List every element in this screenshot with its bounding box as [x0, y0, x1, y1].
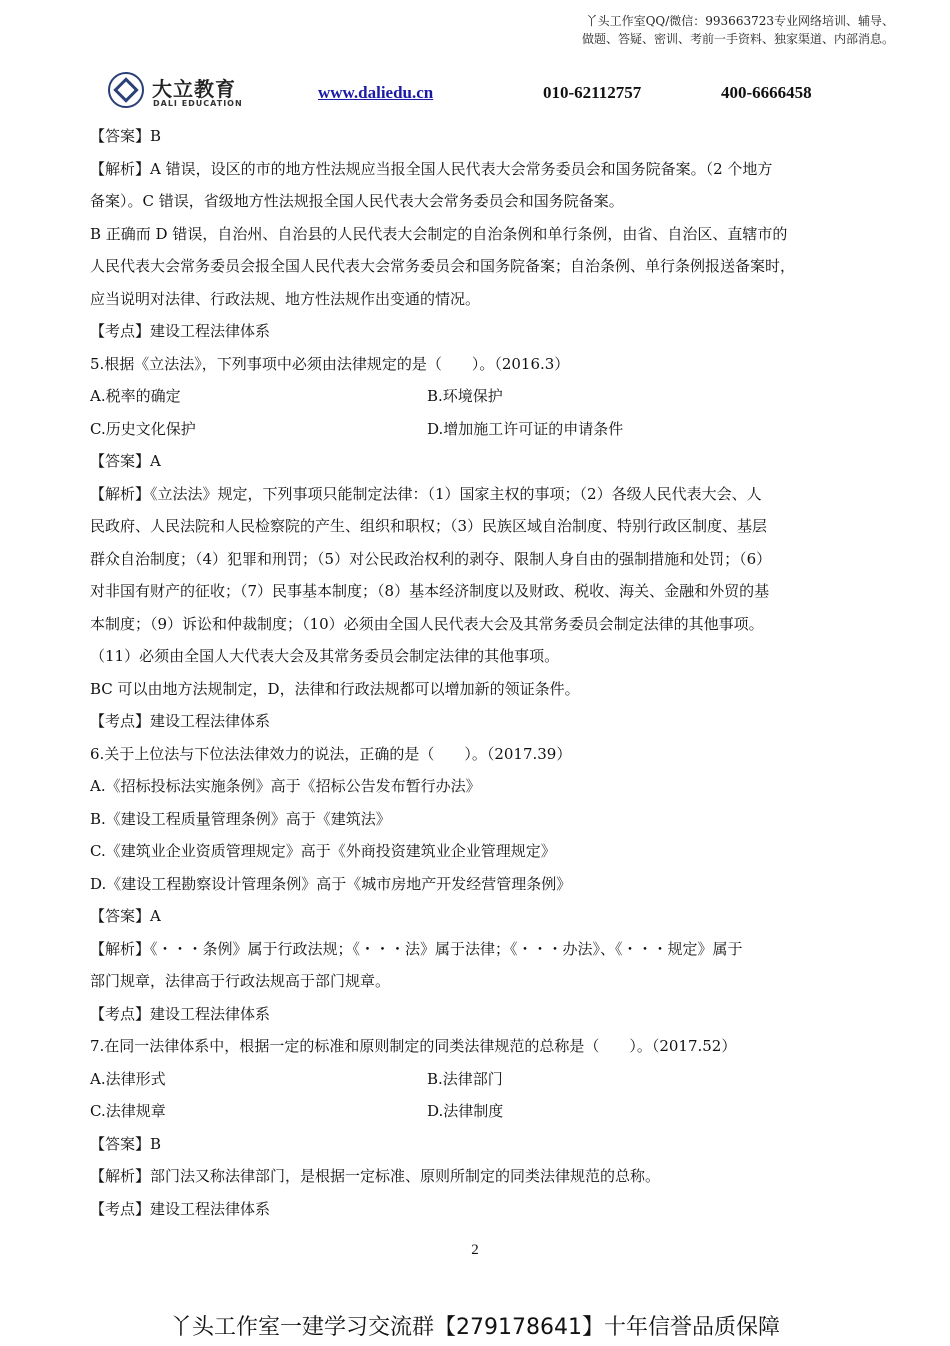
question-5: 5.根据《立法法》，下列事项中必须由法律规定的是（ ）。（2016.3） [90, 354, 570, 373]
option-b: B.法律部门 [427, 1069, 503, 1088]
option-d: D.《建设工程勘察设计管理条例》高于《城市房地产开发经营管理条例》 [90, 874, 572, 893]
page-number: 2 [471, 1242, 479, 1258]
question-7-options-row2 [90, 1095, 870, 1128]
analysis-line: 人民代表大会常务委员会报全国人民代表大会常务委员会和国务院备案；自治条例、单行条例报送备案时， [90, 257, 796, 275]
option-a: A.法律形式 [90, 1069, 166, 1088]
analysis-line: 【解析】部门法又称法律部门，是根据一定标准、原则所制定的同类法律规范的总称。 [90, 1167, 661, 1185]
option-d: D.增加施工许可证的申请条件 [427, 419, 624, 438]
topic-line: 【考点】建设工程法律体系 [90, 1004, 271, 1023]
page-header [0, 70, 950, 112]
question-5-options-row2 [90, 413, 870, 446]
logo-english-name: DALI EDUCATION [153, 99, 243, 108]
option-b: B.环境保护 [427, 387, 503, 405]
analysis-line: （11）必须由全国人大代表大会及其常务委员会制定法律的其他事项。 [90, 647, 560, 665]
footer-banner: 丫头工作室一建学习交流群【279178641】十年信誉品质保障 [170, 1315, 780, 1340]
website-link[interactable]: www.daliedu.cn [318, 83, 434, 102]
question-7: 7.在同一法律体系中，根据一定的标准和原则制定的同类法律规范的总称是（ ）。（2017.52） [90, 1037, 737, 1055]
analysis-line: 群众自治制度；（4）犯罪和刑罚；（5）对公民政治权利的剥夺、限制人身自由的强制措施和处罚；（6） [90, 549, 772, 568]
analysis-line: 【解析】A 错误，设区的市的地方性法规应当报全国人民代表大会常务委员会和国务院备案。（2 个地方 [90, 159, 773, 178]
topic-line: 【考点】建设工程法律体系 [90, 712, 271, 730]
option-a: A.《招标投标法实施条例》高于《招标公告发布暂行办法》 [90, 777, 481, 795]
analysis-line: 应当说明对法律、行政法规、地方性法规作出变通的情况。 [90, 289, 481, 308]
analysis-line: 本制度；（9）诉讼和仲裁制度；（10）必须由全国人民代表大会及其常务委员会制定法律的其他事项。 [90, 614, 764, 633]
phone-number-1: 010-62112757 [543, 83, 642, 102]
logo-emblem-icon [108, 72, 144, 108]
logo [108, 72, 246, 110]
analysis-line: 【解析】《・・・条例》属于行政法规；《・・・法》属于法律；《・・・办法》、《・・・规定》属于 [90, 939, 743, 958]
option-c: C.历史文化保护 [90, 419, 196, 438]
top-note-line2: 做题、答疑、密训、考前一手资料、独家渠道、内部消息。 [581, 32, 894, 46]
question-7-options-row1 [90, 1063, 870, 1096]
document-body [90, 120, 870, 1225]
question-6: 6.关于上位法与下位法法律效力的说法，正确的是（ ）。（2017.39） [90, 744, 572, 763]
analysis-line: B 正确而 D 错误，自治州、自治县的人民代表大会制定的自治条例和单行条例，由省、自治区、直辖市的 [90, 224, 788, 243]
answer-line: 【答案】B [90, 127, 162, 145]
logo-chinese-name: 大立教育 [152, 77, 236, 101]
analysis-line: 【解析】《立法法》规定，下列事项只能制定法律：（1）国家主权的事项；（2）各级人民代表大会、人 [90, 484, 762, 503]
analysis-line: 民政府、人民法院和人民检察院的产生、组织和职权；（3）民族区域自治制度、特别行政区制度、基层 [90, 517, 768, 535]
analysis-line: 部门规章，法律高于行政法规高于部门规章。 [90, 972, 391, 990]
analysis-line: 备案）。C 错误，省级地方性法规报全国人民代表大会常务委员会和国务院备案。 [90, 192, 624, 210]
option-a: A.税率的确定 [90, 387, 181, 405]
top-note [494, 12, 894, 48]
top-note-line1: 丫头工作室QQ/微信：993663723专业网络培训、辅导、 [585, 14, 894, 28]
answer-line: 【答案】A [90, 452, 161, 470]
option-c: C.法律规章 [90, 1102, 166, 1120]
option-d: D.法律制度 [427, 1102, 504, 1120]
analysis-line: BC 可以由地方法规制定，D，法律和行政法规都可以增加新的领证条件。 [90, 679, 580, 698]
option-c: C.《建筑业企业资质管理规定》高于《外商投资建筑业企业管理规定》 [90, 842, 556, 860]
phone-number-2: 400-6666458 [721, 83, 812, 102]
topic-line: 【考点】建设工程法律体系 [90, 322, 271, 340]
answer-line: 【答案】A [90, 907, 161, 925]
topic-line: 【考点】建设工程法律体系 [90, 1199, 271, 1218]
analysis-line: 对非国有财产的征收；（7）民事基本制度；（8）基本经济制度以及财政、税收、海关、金融和外贸的基 [90, 582, 770, 600]
question-5-options-row1 [90, 380, 870, 413]
option-b: B.《建设工程质量管理条例》高于《建筑法》 [90, 809, 391, 828]
answer-line: 【答案】B [90, 1134, 162, 1153]
